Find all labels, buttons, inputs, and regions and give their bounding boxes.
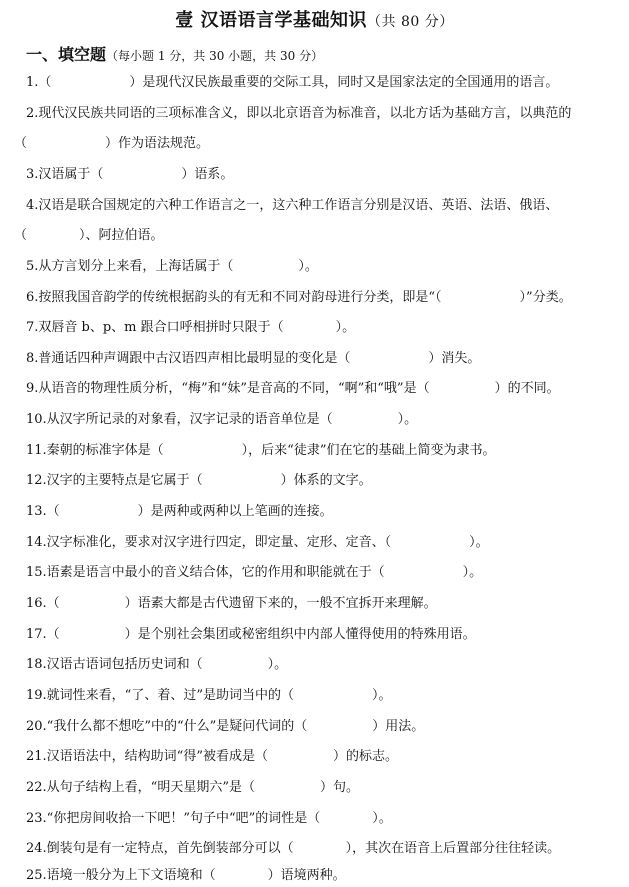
question-line: 17.（ ）是个别社会集团或秘密组织中内部人懂得使用的特殊用语。 <box>26 627 476 642</box>
question-line: 6.按照我国音韵学的传统根据韵头的有无和不同对韵母进行分类，即是“（ ）”分类。 <box>26 290 572 305</box>
question-line: 11.秦朝的标准字体是（ ），后来“徒隶”们在它的基础上简变为隶书。 <box>26 443 496 458</box>
question-line: 22.从句子结构上看，“明天星期六”是（ ）句。 <box>26 780 359 795</box>
question-line: 10.从汉字所记录的对象看，汉字记录的语音单位是（ ）。 <box>26 412 418 427</box>
question-line: 15.语素是语言中最小的音义结合体，它的作用和职能就在于（ ）。 <box>26 565 483 580</box>
question-line: 19.就词性来看，“了、着、过”是助词当中的（ ）。 <box>26 688 392 703</box>
question-line: 20.“我什么都不想吃”中的“什么”是疑问代词的（ ）用法。 <box>26 719 425 734</box>
question-line: 24.倒装句是有一定特点，首先倒装部分可以（ ），其次在语音上后置部分往往轻读。 <box>26 841 561 856</box>
section-header <box>26 42 323 65</box>
question-line: 25.语境一般分为上下文语境和（ ）语境两种。 <box>26 868 346 883</box>
question-line: 7.双唇音 b、p、m 跟合口呼相拼时只限于（ ）。 <box>26 320 356 335</box>
question-line: 1.（ ）是现代汉民族最重要的交际工具，同时又是国家法定的全国通用的语言。 <box>26 75 559 90</box>
question-line: 16.（ ）语素大都是古代遗留下来的，一般不宜拆开来理解。 <box>26 596 437 611</box>
question-line: （ ）、阿拉伯语。 <box>14 228 164 243</box>
question-line: 4.汉语是联合国规定的六种工作语言之一，这六种工作语言分别是汉语、英语、法语、俄语、 <box>26 198 559 213</box>
question-line: 13.（ ）是两种或两种以上笔画的连接。 <box>26 504 333 519</box>
title-score: （共 80 分） <box>367 14 454 30</box>
section-note: （每小题 1 分，共 30 小题，共 30 分） <box>106 49 324 63</box>
question-line: 23.“你把房间收拾一下吧！”句子中“吧”的词性是（ ）。 <box>26 811 392 826</box>
question-line: 21.汉语语法中，结构助词“得”被看成是（ ）的标志。 <box>26 749 398 764</box>
document-title <box>0 6 629 32</box>
question-line: 14.汉字标准化，要求对汉字进行四定，即定量、定形、定音、（ ）。 <box>26 535 489 550</box>
question-line: 3.汉语属于（ ）语系。 <box>26 167 234 182</box>
question-line: 2.现代汉民族共同语的三项标准含义，即以北京语音为标准音，以北方话为基础方言，以典范的 <box>26 106 572 121</box>
question-line: 5.从方言划分上来看，上海话属于（ ）。 <box>26 259 318 274</box>
section-heading: 一、填空题 <box>26 45 107 64</box>
title-main: 壹 汉语语言学基础知识 <box>175 10 368 31</box>
question-line: 18.汉语古语词包括历史词和（ ）。 <box>26 657 288 672</box>
question-line: 8.普通话四种声调跟中古汉语四声相比最明显的变化是（ ）消失。 <box>26 351 481 366</box>
question-line: 9.从语音的物理性质分析，“梅”和“妹”是音高的不同，“啊”和“哦”是（ ）的不同。 <box>26 381 560 396</box>
question-line: （ ）作为语法规范。 <box>14 136 210 151</box>
question-line: 12.汉字的主要特点是它属于（ ）体系的文字。 <box>26 473 372 488</box>
